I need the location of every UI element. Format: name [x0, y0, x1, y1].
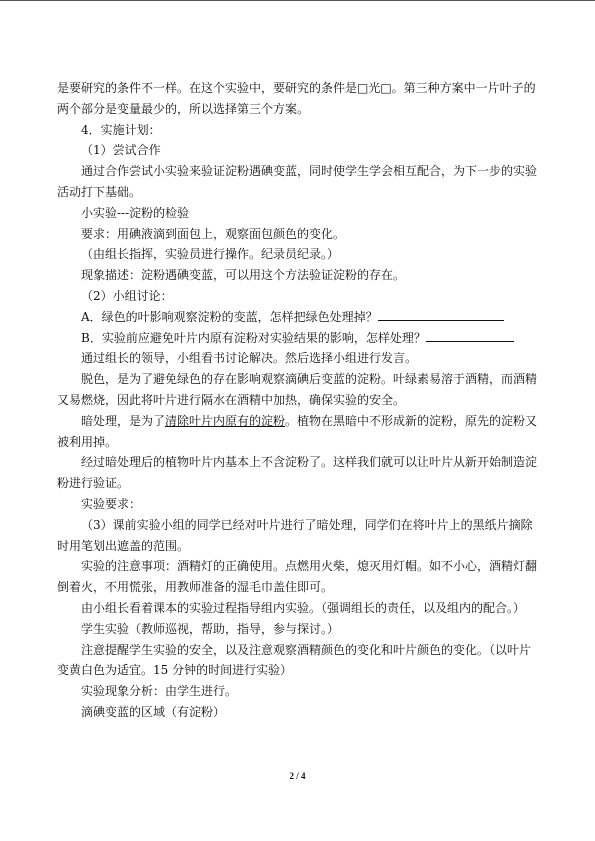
paragraph-analysis: 实验现象分析：由学生进行。 — [81, 684, 238, 699]
paragraph-cooperation: 通过合作尝试小实验来验证淀粉遇碘变蓝，同时使学生学会相互配合，为下一步的实验活动打下基础。 — [57, 164, 538, 199]
paragraph-safety: 注意提醒学生实验的安全，以及注意观察酒精颜色的变化和叶片颜色的变化。（以叶片变黄白色为适宜。15 分钟的时间进行实验） — [57, 642, 532, 678]
paragraph-precautions: 实验的注意事项：酒精灯的正确使用。点燃用火柴，熄灭用灯帽。如不小心，酒精灯翻倒着火，不用慌张，用教师准备的湿毛巾盖住即可。 — [57, 559, 538, 595]
paragraph-condition: 是要研究的条件不一样。在这个实验中，要研究的条件是□光□。第三种方案中一片叶子的两个部分是变量最少的，所以选择第三个方案。 — [57, 81, 536, 116]
paragraph-group-guidance: 由小组长看着课本的实验过程指导组内实验。（强调组长的责任，以及组内的配合。） — [81, 600, 526, 615]
paragraph-after-dark: 经过暗处理后的植物叶片内基本上不含淀粉了。这样我们就可以让叶片从新开始制造淀粉进行验证。 — [57, 455, 538, 491]
question-a-text: A．绿色的叶影响观察淀粉的变蓝，怎样把绿色处理掉？ — [81, 309, 378, 324]
paragraph-dark-treatment — [57, 411, 541, 453]
subheading-try-cooperation: （1）尝试合作 — [81, 143, 161, 158]
paragraph-step-3: （3）课前实验小组的同学已经对叶片进行了暗处理，同学们在将叶片上的黑纸片摘除时用笔划出遮盖的范围。 — [57, 517, 533, 553]
dark-treatment-rest: 。植物在黑暗中不形成新的淀粉，原先的淀粉又被利用掉。 — [57, 413, 538, 449]
paragraph-group-lead: 通过组长的领导，小组看书讨论解决。然后选择小组进行发言。 — [81, 351, 418, 366]
answer-blank-b[interactable] — [426, 330, 514, 342]
paragraph-experiment-requirements: 实验要求： — [81, 496, 142, 511]
header-rule — [0, 0, 595, 1]
question-b — [57, 328, 541, 349]
paragraph-requirement: 要求：用碘液滴到面包上，观察面包颜色的变化。 — [81, 226, 346, 241]
paragraph-small-experiment: 小实验---淀粉的检验 — [81, 205, 190, 220]
paragraph-iodine-blue: 滴碘变蓝的区域（有淀粉） — [81, 704, 226, 719]
answer-blank-a[interactable] — [378, 309, 504, 321]
subheading-group-discussion: （2）小组讨论： — [81, 288, 173, 303]
paragraph-phenomenon: 现象描述：淀粉遇碘变蓝，可以用这个方法验证淀粉的存在。 — [81, 268, 406, 283]
question-b-text: B．实验前应避免叶片内原有淀粉对实验结果的影响，怎样处理？ — [81, 330, 426, 345]
paragraph-decolor: 脱色，是为了避免绿色的存在影响观察滴碘后变蓝的淀粉。叶绿素易溶于酒精，而酒精又易燃烧，因此将叶片进行隔水在酒精中加热，确保实验的安全。 — [57, 372, 538, 407]
page-number: 2 / 4 — [289, 771, 306, 781]
dark-treatment-underlined: 清除叶片内原有的淀粉 — [165, 413, 286, 428]
heading-implementation-plan: 4．实施计划： — [81, 122, 161, 137]
document-body — [57, 78, 541, 723]
paragraph-student-experiment: 学生实验（教师巡视，帮助，指导，参与探讨。） — [81, 621, 340, 636]
paragraph-roles: （由组长指挥，实验员进行操作。纪录员纪录。） — [81, 247, 340, 262]
question-a — [57, 307, 541, 328]
dark-treatment-lead: 暗处理，是为了 — [81, 413, 166, 428]
